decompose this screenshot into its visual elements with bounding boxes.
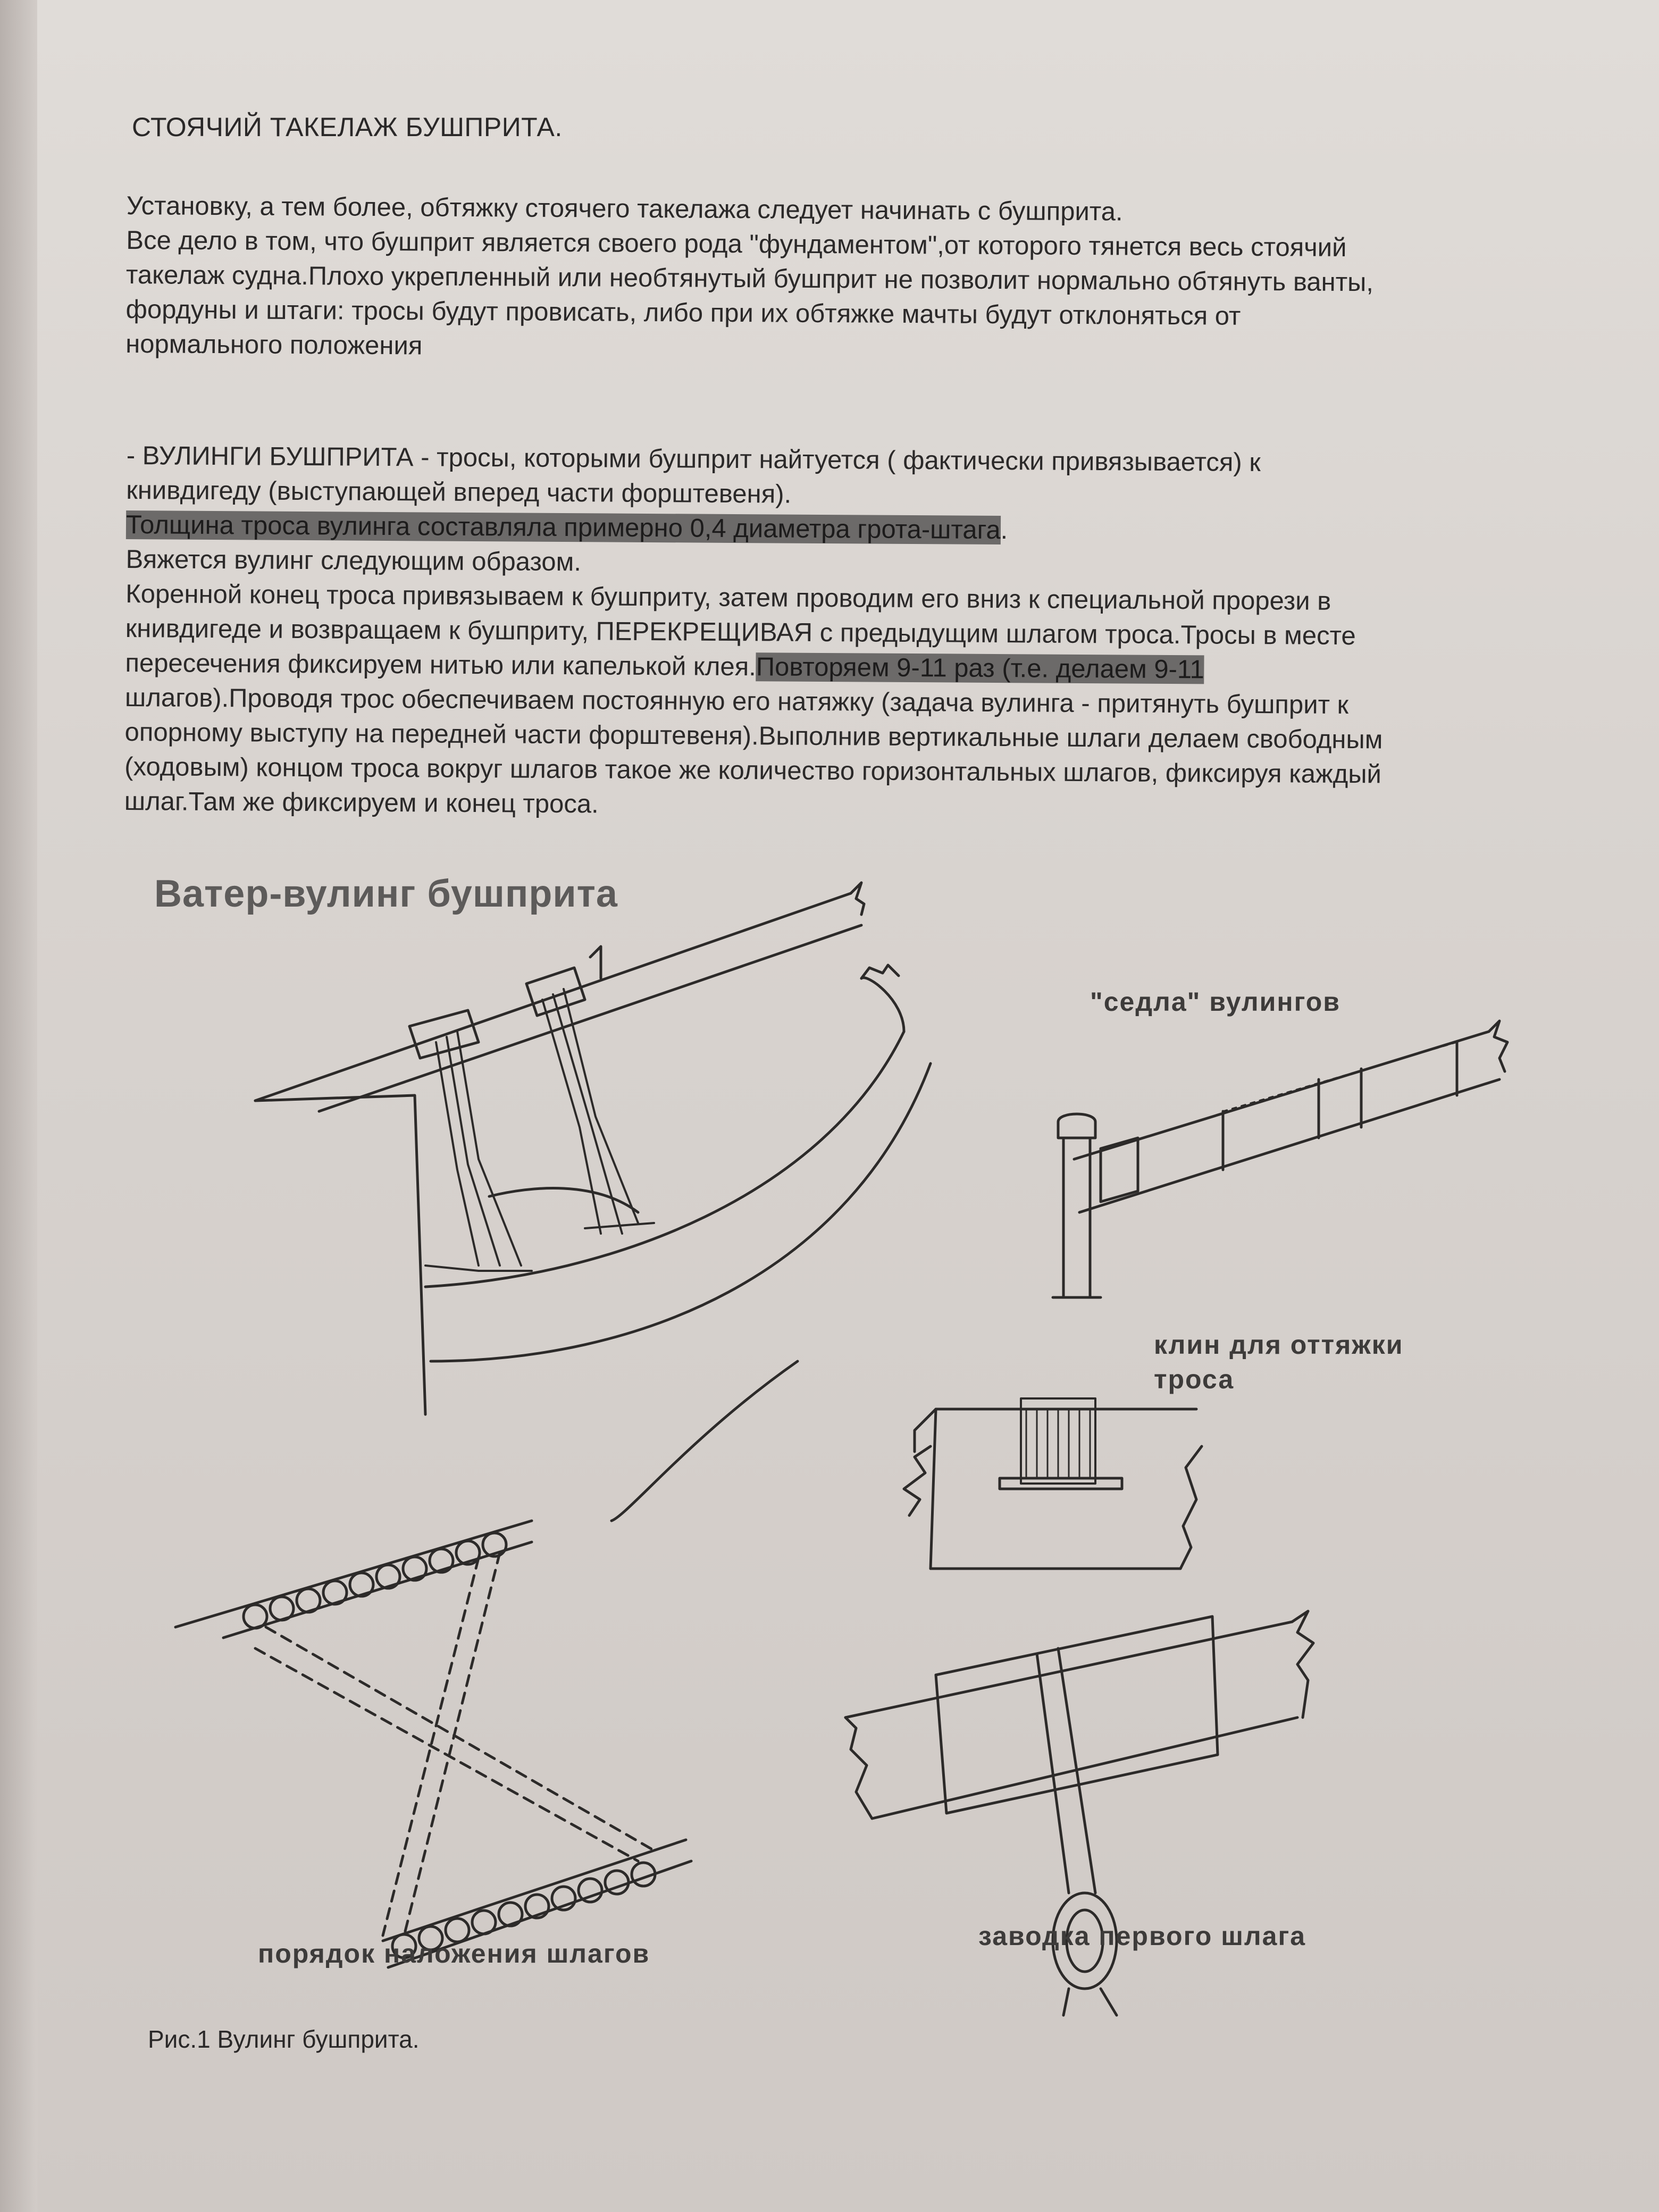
section-line: Толщина троса вулинга составляла примерно 0,4 диаметра грота-штага. [125,510,1008,545]
figure-title: Ватер-вулинг бушприта [154,873,618,915]
highlighted-text: Толщина троса вулинга составляла примерно 0,4 диаметра грота-штага [125,510,1001,545]
label-first-turn: заводка первого шлага [978,1921,1306,1951]
intro-line: фордуны и штаги: тросы будут провисать, либо при их обтяжке мачты будут отклоняться от [125,295,1241,331]
section-line: - ВУЛИНГИ БУШПРИТА - тросы, которыми бушприт найтуется ( фактически привязывается) к [126,441,1261,477]
intro-line: Все дело в том, что бушприт является своего рода "фундаментом",от которого тянется весь стоячий [126,225,1347,263]
label-wedge-line1: клин для оттяжки [1154,1330,1404,1360]
section-line: шлаг.Там же фиксируем и конец троса. [124,786,599,819]
highlighted-text: Повторяем 9-11 раз (т.е. делаем 9-11 [756,652,1204,684]
label-saddles: "седла" вулингов [1090,987,1341,1017]
intro-line: такелаж судна.Плохо укрепленный или необтянутый бушприт не позволит нормально обтянуть ванты, [125,260,1374,297]
bowsprit-illustration [255,883,931,1521]
first-turn-illustration [845,1611,1313,2015]
saddles-illustration [1053,1021,1507,1297]
intro-line: Установку, а тем более, обтяжку стоячего такелажа следует начинать с бушприта. [126,191,1123,227]
wedge-illustration [904,1398,1202,1569]
section-line: Вяжется вулинг следующим образом. [125,544,582,577]
turn-order-diagram [175,1521,691,1967]
section-line: (ходовым) концом троса вокруг шлагов такое же количество горизонтальных шлагов, фиксируя каждый [124,752,1382,789]
page-title: СТОЯЧИЙ ТАКЕЛАЖ БУШПРИТА. [132,112,563,142]
label-turn-order: порядок наложения шлагов [258,1939,650,1968]
section-line: книвдигеду (выступающей вперед части форштевеня). [126,475,792,509]
section-line-start: пересечения фиксируем нитью или капелькой клея. [125,648,757,682]
section-line: книвдигеде и возвращаем к бушприту, ПЕРЕКРЕЩИВАЯ с предыдущим шлагом троса.Тросы в месте [125,614,1356,651]
intro-line: нормального положения [125,329,423,361]
section-line: шлагов).Проводя трос обеспечиваем постоянную его натяжку (задача вулинга - притянуть бушприт к [124,683,1349,720]
label-wedge-line2: троса [1154,1364,1235,1394]
section-line: Коренной конец троса привязываем к бушприту, затем проводим его вниз к специальной прорези в [125,579,1331,616]
section-line: опорному выступу на передней части форштевеня).Выполнив вертикальные шлаги делаем свободным [124,717,1383,755]
figure-caption: Рис.1 Вулинг бушприта. [148,2025,420,2053]
